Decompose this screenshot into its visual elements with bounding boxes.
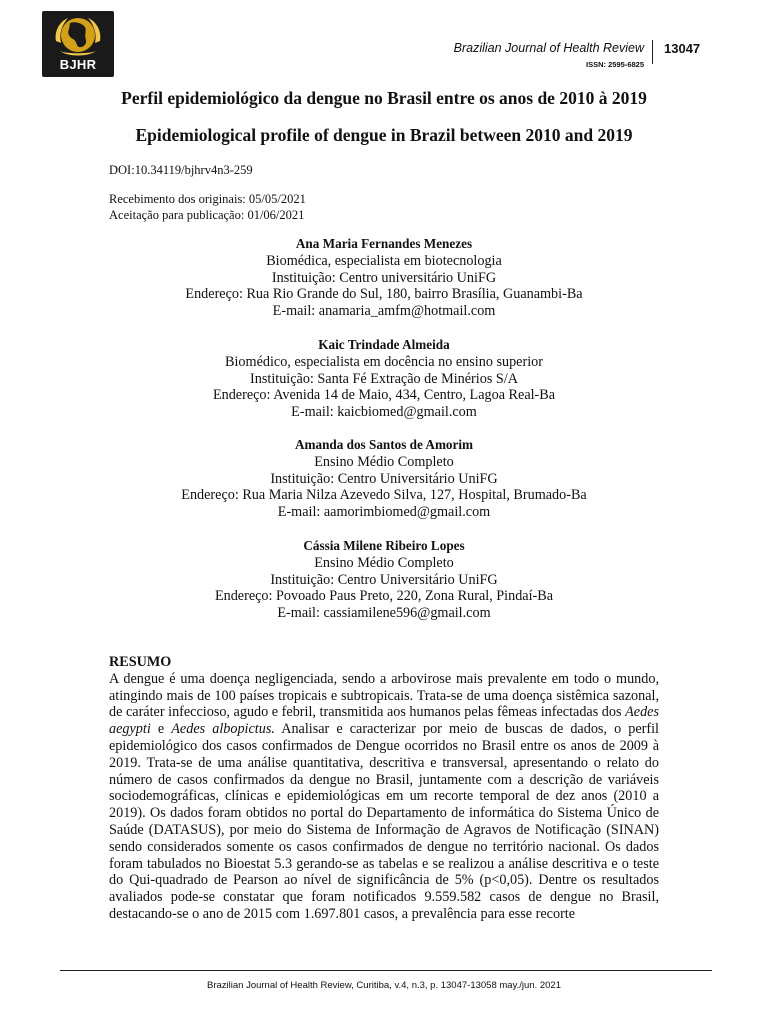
author-name: Kaic Trindade Almeida <box>318 337 450 352</box>
author-institution: Instituição: Centro Universitário UniFG <box>270 571 498 588</box>
author-block <box>0 236 768 320</box>
abstract-part: A dengue é uma doença negligenciada, sendo a arbovirose mais prevalente em todo o mundo, atingindo mais de 100 países tropicais e subtropicais. Trata-se de uma doença sistêmica sazonal, de caráter infeccioso, agudo e febril, transmitida aos humanos pelas fêmeas infectadas dos <box>109 670 659 721</box>
species-name: Aedes albopictus. <box>171 721 275 738</box>
journal-name: Brazilian Journal of Health Review <box>453 41 644 55</box>
page-header <box>0 0 768 92</box>
author-name: Cássia Milene Ribeiro Lopes <box>303 538 465 553</box>
author-name: Amanda dos Santos de Amorim <box>294 437 474 452</box>
abstract-heading: RESUMO <box>109 654 172 670</box>
header-divider <box>652 40 653 64</box>
author-role: Biomédica, especialista em biotecnologia <box>266 252 502 269</box>
author-role: Biomédico, especialista em docência no ensino superior <box>225 353 543 370</box>
page-number: 13047 <box>664 41 701 56</box>
footer-divider <box>60 970 712 971</box>
author-block <box>0 538 768 622</box>
abstract-text <box>109 671 659 923</box>
author-email: E-mail: anamaria_amfm@hotmail.com <box>272 303 496 320</box>
abstract-part: Analisar e caracterizar por meio de buscas de dados, o perfil epidemiológico dos casos confirmados de Dengue ocorridos no Brasil entre os anos de 2009 à 2019. Trata-se de uma análise quantitativa, descritiva e transversal, apresentando o relato do número de casos confirmados da dengue no Brasil, juntamente com a descrição de variáveis sociodemográficas, clínicas e epidemiológicas em um recorte temporal de dez anos (2010 a 2019). Os dados foram obtidos no portal do Departamento de informática do Sistema Único de Saúde (DATASUS), por meio do Sistema de Informação de Agravos de Notificação (SINAN) sendo considerados somente os casos confirmados de dengue no território nacional. Os dados foram tabulados no Bioestat 5.3 gerando-se as tabelas e se realizou a análise descritiva e o teste do Qui-quadrado de Pearson ao nível de significância de 5% (p<0,05). Dentre os resultados avaliados pode-se constatar que foram notificados 9.559.582 casos de dengue no Brasil, destacando-se o ano de 2015 com 1.697.801 casos, a prevalência para esse recorte <box>109 721 659 922</box>
doi: DOI:10.34119/bjhrv4n3-259 <box>109 163 253 177</box>
issn: ISSN: 2595-6825 <box>586 60 644 69</box>
author-address: Endereço: Povoado Paus Preto, 220, Zona Rural, Pindaí-Ba <box>214 588 554 605</box>
abstract-section <box>109 654 659 923</box>
submission-dates <box>109 191 306 223</box>
author-institution: Instituição: Centro Universitário UniFG <box>270 470 498 487</box>
logo-text: BJHR <box>59 57 97 72</box>
author-block <box>0 337 768 421</box>
author-email: E-mail: cassiamilene596@gmail.com <box>277 605 491 622</box>
title-english: Epidemiological profile of dengue in Brazil between 2010 and 2019 <box>135 125 633 145</box>
author-block <box>0 437 768 521</box>
accepted-date: Aceitação para publicação: 01/06/2021 <box>109 208 305 222</box>
author-address: Endereço: Rua Rio Grande do Sul, 180, bairro Brasília, Guanambi-Ba <box>185 286 583 303</box>
footer-citation: Brazilian Journal of Health Review, Curitiba, v.4, n.3, p. 13047-13058 may./jun. 2021 <box>207 980 561 991</box>
author-email: E-mail: kaicbiomed@gmail.com <box>291 404 477 421</box>
author-institution: Instituição: Santa Fé Extração de Minérios S/A <box>250 370 518 387</box>
author-address: Endereço: Avenida 14 de Maio, 434, Centro, Lagoa Real-Ba <box>212 387 556 404</box>
title-portuguese: Perfil epidemiológico da dengue no Brasil entre os anos de 2010 à 2019 <box>121 88 647 108</box>
journal-logo <box>42 11 114 77</box>
author-role: Ensino Médio Completo <box>314 554 454 571</box>
abstract-conjunction: e <box>157 721 165 738</box>
author-role: Ensino Médio Completo <box>314 453 454 470</box>
author-institution: Instituição: Centro universitário UniFG <box>271 269 497 286</box>
author-name: Ana Maria Fernandes Menezes <box>295 236 473 251</box>
author-address: Endereço: Rua Maria Nilza Azevedo Silva, 127, Hospital, Brumado-Ba <box>181 487 587 504</box>
species-name: Aedes aegypti <box>109 704 660 738</box>
author-email: E-mail: aamorimbiomed@gmail.com <box>277 504 491 521</box>
received-date: Recebimento dos originais: 05/05/2021 <box>109 192 306 206</box>
